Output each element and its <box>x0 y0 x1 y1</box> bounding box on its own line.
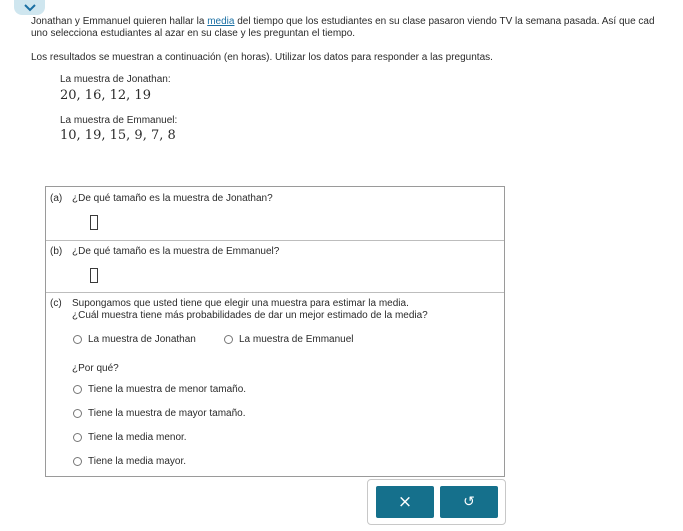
question-c-letter: (c) <box>50 298 62 309</box>
undo-icon: ↺ <box>463 494 475 510</box>
question-b <box>46 241 504 293</box>
reason-label: Tiene la media mayor. <box>88 456 187 467</box>
radio-circle-icon <box>73 433 82 442</box>
emmanuel-sample-label: La muestra de Emmanuel: <box>60 115 178 126</box>
jonathan-sample-label: La muestra de Jonathan: <box>60 74 171 85</box>
question-c-text-line-2: ¿Cuál muestra tiene más probabilidades de dar un mejor estimado de la media? <box>72 310 428 321</box>
question-b-answer-input[interactable] <box>90 268 98 283</box>
radio-circle-icon <box>224 335 233 344</box>
chevron-down-icon <box>24 4 36 12</box>
reason-smaller-sample-radio[interactable] <box>73 384 246 395</box>
reason-label: Tiene la muestra de menor tamaño. <box>88 384 247 395</box>
questions-panel <box>45 186 505 477</box>
question-a-answer-input[interactable] <box>90 215 98 230</box>
radio-circle-icon <box>73 385 82 394</box>
instructions: Los resultados se muestran a continuación (en horas). Utilizar los datos para responder a las preguntas. <box>31 52 493 63</box>
radio-circle-icon <box>73 457 82 466</box>
action-bar <box>367 479 506 525</box>
jonathan-sample-values: 20, 16, 12, 19 <box>60 88 151 103</box>
reason-label: Tiene la muestra de mayor tamaño. <box>88 408 246 419</box>
question-b-letter: (b) <box>50 246 63 257</box>
option-emmanuel-radio[interactable] <box>224 334 354 345</box>
option-emmanuel-label: La muestra de Emmanuel <box>239 334 354 345</box>
option-jonathan-label: La muestra de Jonathan <box>88 334 196 345</box>
reason-smaller-mean-radio[interactable] <box>73 432 187 443</box>
question-a-text: ¿De qué tamaño es la muestra de Jonathan? <box>72 193 273 204</box>
intro-line-1: Jonathan y Emmanuel quieren hallar la media del tiempo que los estudiantes en su clase pasaron viendo TV la semana pasada. Así que cad <box>31 16 655 27</box>
question-c <box>46 293 504 476</box>
collapse-toggle[interactable] <box>14 0 45 15</box>
reason-label: Tiene la media menor. <box>88 432 187 443</box>
question-b-text: ¿De qué tamaño es la muestra de Emmanuel? <box>72 246 280 257</box>
undo-button[interactable] <box>440 486 498 518</box>
media-link[interactable]: media <box>207 16 235 27</box>
question-a-letter: (a) <box>50 193 63 204</box>
emmanuel-sample-values: 10, 19, 15, 9, 7, 8 <box>60 128 176 143</box>
radio-circle-icon <box>73 409 82 418</box>
reason-larger-mean-radio[interactable] <box>73 456 186 467</box>
intro-line-2: uno selecciona estudiantes al azar en su clase y les preguntan el tiempo. <box>31 28 356 39</box>
radio-circle-icon <box>73 335 82 344</box>
close-icon: × <box>397 491 413 512</box>
problem-intro <box>31 16 683 40</box>
option-jonathan-radio[interactable] <box>73 334 196 345</box>
question-a <box>46 187 504 241</box>
reason-larger-sample-radio[interactable] <box>73 408 245 419</box>
question-c-text-line-1: Supongamos que usted tiene que elegir una muestra para estimar la media. <box>72 298 409 309</box>
why-label: ¿Por qué? <box>72 363 119 374</box>
clear-button[interactable] <box>376 486 434 518</box>
